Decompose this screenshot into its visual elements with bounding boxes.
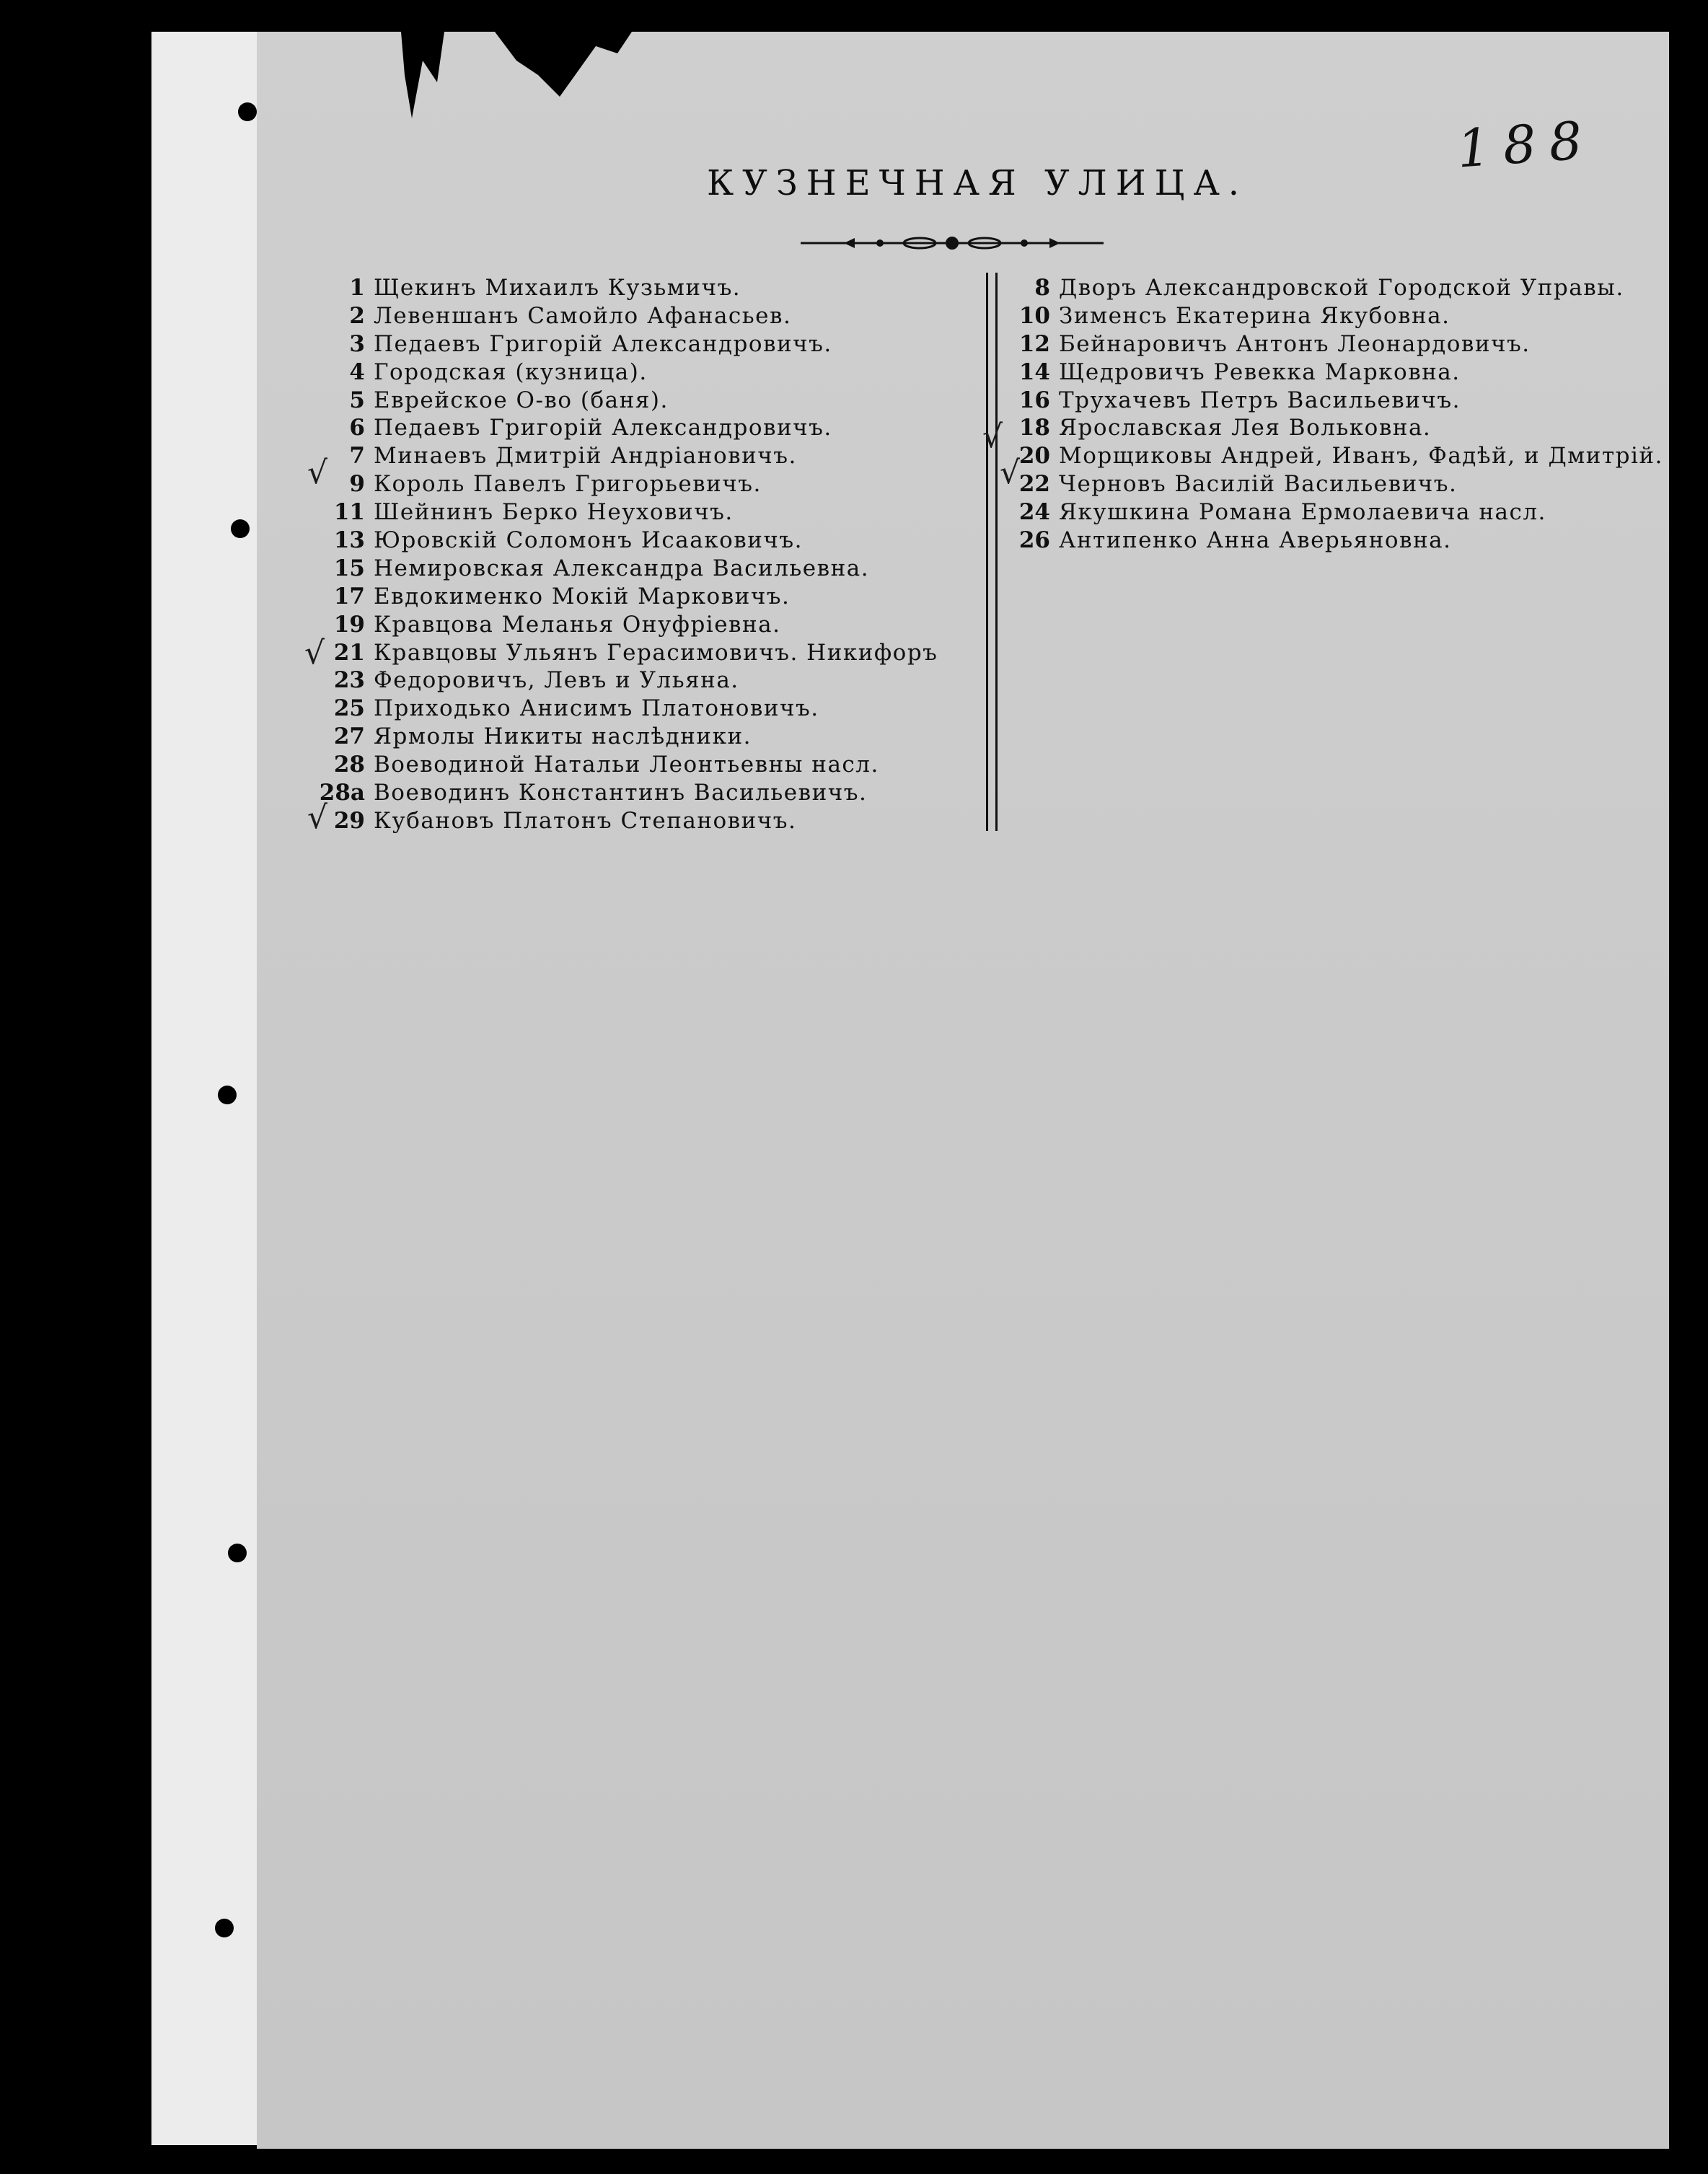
page-number: 188 bbox=[1455, 109, 1598, 180]
house-number: 29 bbox=[333, 807, 365, 834]
address-entry bbox=[303, 414, 938, 442]
house-number: 17 bbox=[333, 583, 365, 609]
owner-name: Кравцова Меланья Онуфріевна. bbox=[374, 611, 781, 638]
owner-name: Король Павелъ Григорьевичъ. bbox=[374, 471, 762, 498]
address-entry bbox=[1003, 330, 1663, 358]
owner-name: Воеводинъ Константинъ Васильевичъ. bbox=[374, 780, 868, 806]
address-entry bbox=[1003, 414, 1663, 442]
punch-hole bbox=[228, 1544, 247, 1562]
owner-name: Минаевъ Дмитрій Андріановичъ. bbox=[374, 443, 797, 470]
address-entry bbox=[303, 498, 938, 527]
house-number: 28а bbox=[319, 780, 365, 806]
address-entry bbox=[303, 666, 938, 695]
check-mark: √ bbox=[304, 635, 325, 672]
house-number: 16 bbox=[1018, 387, 1050, 413]
owner-name: Якушкина Романа Ермолаевича насл. bbox=[1059, 499, 1546, 526]
owner-name: Педаевъ Григорій Александровичъ. bbox=[374, 330, 832, 357]
house-number: 24 bbox=[1018, 499, 1050, 526]
address-entry bbox=[1003, 274, 1663, 302]
address-entry bbox=[1003, 358, 1663, 387]
address-entry bbox=[303, 807, 938, 835]
address-entry bbox=[1003, 442, 1663, 470]
owner-name: Черновъ Василій Васильевичъ. bbox=[1059, 471, 1458, 498]
check-mark: √ bbox=[307, 454, 328, 491]
owner-name: Воеводиной Натальи Леонтьевны насл. bbox=[374, 752, 879, 778]
punch-hole bbox=[238, 102, 257, 121]
address-entry bbox=[303, 330, 938, 358]
left-address-list bbox=[303, 274, 938, 835]
house-number: 21 bbox=[333, 639, 365, 666]
owner-name: Зименсъ Екатерина Якубовна. bbox=[1059, 302, 1451, 329]
house-number: 18 bbox=[1018, 415, 1050, 441]
ornament-divider bbox=[801, 232, 1104, 254]
owner-name: Левеншанъ Самойло Афанасьев. bbox=[374, 302, 792, 329]
owner-name: Антипенко Анна Аверьяновна. bbox=[1059, 527, 1452, 554]
house-number: 3 bbox=[349, 330, 365, 357]
owner-name: Городская (кузница). bbox=[374, 358, 648, 385]
house-number: 27 bbox=[333, 723, 365, 750]
house-number: 26 bbox=[1018, 527, 1050, 554]
house-number: 11 bbox=[333, 499, 365, 526]
owner-name: Ярославская Лея Вольковна. bbox=[1059, 415, 1432, 441]
house-number: 6 bbox=[349, 415, 365, 441]
owner-name: Щедровичъ Ревекка Марковна. bbox=[1059, 358, 1461, 385]
owner-name: Федоровичъ, Левъ и Ульяна. bbox=[374, 667, 739, 694]
house-number: 19 bbox=[333, 611, 365, 638]
check-mark: √ bbox=[982, 418, 1003, 455]
owner-name: Немировская Александра Васильевна. bbox=[374, 555, 870, 581]
owner-name: Еврейское О-во (баня). bbox=[374, 387, 669, 413]
owner-name: Шейнинъ Берко Неуховичъ. bbox=[374, 499, 734, 526]
house-number: 22 bbox=[1018, 471, 1050, 498]
house-number: 5 bbox=[349, 387, 365, 413]
address-entry bbox=[303, 387, 938, 415]
owner-name: Приходько Анисимъ Платоновичъ. bbox=[374, 695, 819, 722]
house-number: 10 bbox=[1018, 302, 1050, 329]
address-entry bbox=[303, 583, 938, 611]
right-address-list bbox=[1003, 274, 1663, 555]
owner-name: Щекинъ Михаилъ Кузьмичъ. bbox=[374, 275, 741, 301]
address-entry bbox=[303, 358, 938, 387]
owner-name: Дворъ Александровской Городской Управы. bbox=[1059, 275, 1624, 301]
owner-name: Педаевъ Григорій Александровичъ. bbox=[374, 415, 832, 441]
house-number: 9 bbox=[349, 471, 365, 498]
address-entry bbox=[1003, 387, 1663, 415]
punch-hole bbox=[218, 1086, 237, 1104]
house-number: 28 bbox=[333, 752, 365, 778]
check-mark: √ bbox=[307, 799, 328, 836]
address-entry bbox=[1003, 498, 1663, 527]
address-entry bbox=[303, 442, 938, 470]
torn-edge bbox=[257, 32, 632, 133]
owner-name: Евдокименко Мокій Марковичъ. bbox=[374, 583, 791, 609]
owner-name: Кубановъ Платонъ Степановичъ. bbox=[374, 807, 797, 834]
house-number: 14 bbox=[1018, 358, 1050, 385]
address-entry bbox=[303, 527, 938, 555]
address-entry bbox=[303, 639, 938, 667]
address-entry bbox=[1003, 527, 1663, 555]
punch-hole bbox=[231, 519, 250, 538]
address-entry bbox=[303, 723, 938, 751]
owner-name: Бейнаровичъ Антонъ Леонардовичъ. bbox=[1059, 330, 1531, 357]
address-entry bbox=[303, 695, 938, 723]
house-number: 8 bbox=[1034, 275, 1050, 301]
house-number: 13 bbox=[333, 527, 365, 554]
address-entry bbox=[303, 555, 938, 583]
address-entry bbox=[1003, 302, 1663, 330]
house-number: 12 bbox=[1018, 330, 1050, 357]
address-entry bbox=[1003, 470, 1663, 498]
house-number: 25 bbox=[333, 695, 365, 722]
owner-name: Юровскій Соломонъ Исааковичъ. bbox=[374, 527, 803, 554]
house-number: 1 bbox=[349, 275, 365, 301]
owner-name: Кравцовы Ульянъ Герасимовичъ. Никифоръ bbox=[374, 639, 938, 666]
page-title: КУЗНЕЧНАЯ УЛИЦА. bbox=[707, 163, 1249, 203]
house-number: 2 bbox=[349, 302, 365, 329]
address-entry bbox=[303, 611, 938, 639]
house-number: 7 bbox=[349, 443, 365, 470]
address-entry bbox=[303, 274, 938, 302]
house-number: 20 bbox=[1018, 443, 1050, 470]
check-mark: √ bbox=[1000, 454, 1021, 491]
address-entry bbox=[303, 302, 938, 330]
house-number: 4 bbox=[349, 358, 365, 385]
owner-name: Ярмолы Никиты наслѣдники. bbox=[374, 723, 752, 750]
address-entry bbox=[303, 470, 938, 498]
house-number: 23 bbox=[333, 667, 365, 694]
address-entry bbox=[303, 751, 938, 779]
address-entry bbox=[303, 779, 938, 807]
column-divider bbox=[986, 273, 998, 831]
owner-name: Морщиковы Андрей, Иванъ, Фадѣй, и Дмитрій. bbox=[1059, 443, 1663, 470]
binding-strip bbox=[151, 32, 261, 2145]
owner-name: Трухачевъ Петръ Васильевичъ. bbox=[1059, 387, 1461, 413]
house-number: 15 bbox=[333, 555, 365, 581]
punch-hole bbox=[215, 1919, 234, 1937]
